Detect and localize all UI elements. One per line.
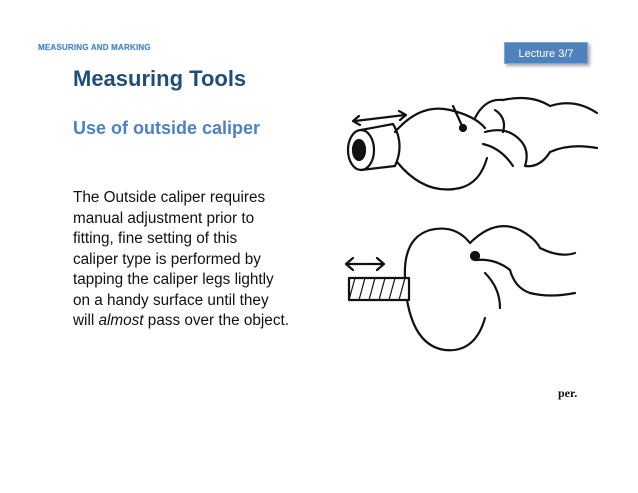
body-line: manual adjustment prior to xyxy=(73,209,255,227)
caliper-measuring-cylinder-illustration xyxy=(335,88,605,363)
body-text xyxy=(73,188,363,332)
body-line-last xyxy=(73,311,363,332)
subtitle: Use of outside caliper xyxy=(73,118,261,138)
body-line: The Outside caliper requires xyxy=(73,189,266,206)
body-last-suffix: pass over the object. xyxy=(143,312,289,329)
body-last-prefix: will xyxy=(73,312,99,329)
lecture-badge: Lecture 3/7 xyxy=(504,42,588,64)
body-line: caliper type is performed by xyxy=(73,250,261,268)
body-line: fitting, fine setting of this xyxy=(73,230,238,247)
figure-caption-fragment: per. xyxy=(558,386,578,400)
body-line: tapping the caliper legs lightly xyxy=(73,271,274,288)
section-tag: MEASURING AND MARKING xyxy=(38,43,151,52)
page-title: Measuring Tools xyxy=(73,66,247,91)
body-line: on a handy surface until they xyxy=(73,291,269,309)
body-emphasis: almost xyxy=(98,312,144,329)
